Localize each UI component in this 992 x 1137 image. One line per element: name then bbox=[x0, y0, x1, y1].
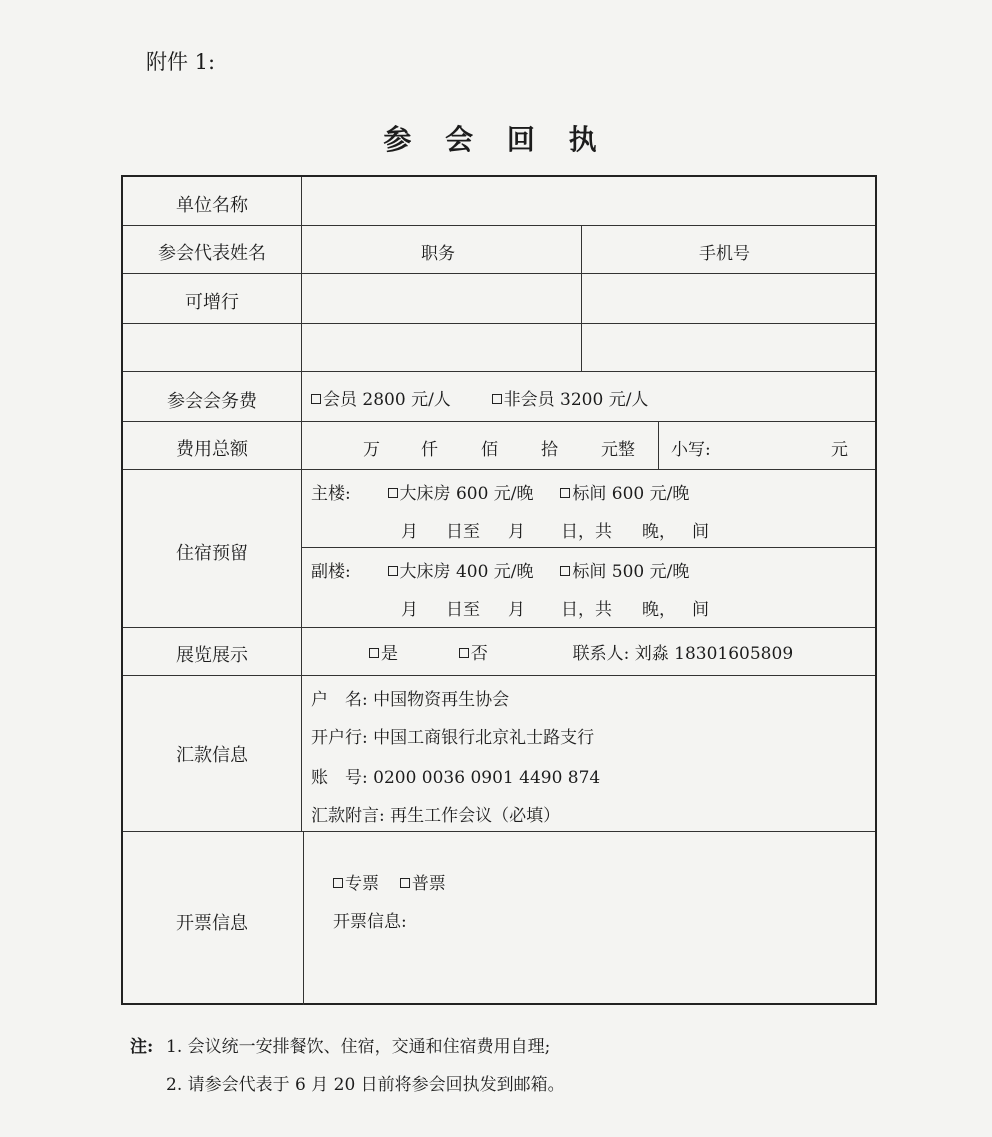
phone-header: 手机号 bbox=[699, 244, 750, 264]
invoice-normal-checkbox[interactable] bbox=[400, 878, 410, 888]
annex-king-option: 大床房 400 元/晚 bbox=[399, 562, 534, 582]
row-divider bbox=[301, 547, 875, 548]
total-small-unit: 元 bbox=[831, 440, 848, 460]
annex-building-label: 副楼: bbox=[311, 562, 351, 582]
date-day-to: 日至 bbox=[446, 600, 480, 620]
position-header: 职务 bbox=[421, 244, 455, 264]
annex-date-line bbox=[401, 595, 709, 620]
remit-account-number: 账 号: 0200 0036 0901 4490 874 bbox=[311, 768, 601, 788]
row-divider bbox=[123, 225, 875, 226]
add-row-label: 可增行 bbox=[185, 292, 239, 313]
fee-options bbox=[311, 385, 648, 410]
date-nights: 晚， bbox=[642, 522, 676, 542]
date-month: 月 bbox=[508, 522, 525, 542]
invoice-type-options bbox=[333, 869, 446, 894]
attendee-field[interactable] bbox=[303, 325, 579, 370]
fee-label: 参会会务费 bbox=[167, 391, 257, 412]
row-divider bbox=[123, 421, 875, 422]
attendee-field[interactable] bbox=[583, 275, 875, 321]
attachment-label: 附件 1: bbox=[146, 50, 216, 74]
invoice-normal-option: 普票 bbox=[411, 874, 446, 894]
org-name-field[interactable] bbox=[303, 177, 875, 224]
total-label: 费用总额 bbox=[176, 439, 248, 460]
nonmember-fee-option: 非会员 3200 元/人 bbox=[503, 390, 649, 410]
row-divider bbox=[123, 469, 875, 470]
main-king-option: 大床房 600 元/晚 bbox=[399, 484, 534, 504]
exhibit-options bbox=[369, 639, 793, 664]
date-month: 月 bbox=[401, 522, 418, 542]
annex-twin-checkbox[interactable] bbox=[560, 566, 570, 576]
invoice-special-checkbox[interactable] bbox=[333, 878, 343, 888]
invoice-special-option: 专票 bbox=[345, 874, 379, 894]
row-divider bbox=[123, 627, 875, 628]
remit-note: 汇款附言: 再生工作会议（必填） bbox=[311, 806, 561, 826]
total-unit-yuanzheng: 元整 bbox=[601, 440, 635, 460]
exhibit-yes-checkbox[interactable] bbox=[369, 648, 379, 658]
notes-prefix: 注: bbox=[130, 1037, 154, 1057]
page-title: 参 会 回 执 bbox=[383, 123, 609, 156]
date-day-total: 日，共 bbox=[561, 600, 612, 620]
main-building-label: 主楼: bbox=[311, 484, 351, 504]
lodging-label: 住宿预留 bbox=[176, 543, 248, 564]
row-divider bbox=[123, 675, 875, 676]
note-line-2: 2. 请参会代表于 6 月 20 日前将参会回执发到邮箱。 bbox=[166, 1075, 565, 1095]
remit-label: 汇款信息 bbox=[176, 745, 248, 766]
remit-bank: 开户行: 中国工商银行北京礼士路支行 bbox=[311, 728, 595, 748]
date-nights: 晚， bbox=[642, 600, 676, 620]
attendee-field[interactable] bbox=[583, 325, 875, 370]
total-small-label: 小写: bbox=[671, 440, 711, 460]
rep-name-label: 参会代表姓名 bbox=[158, 243, 266, 264]
annex-building-line bbox=[311, 557, 689, 582]
main-building-line bbox=[311, 479, 689, 504]
main-twin-option: 标间 600 元/晚 bbox=[572, 484, 690, 504]
annex-king-checkbox[interactable] bbox=[388, 566, 398, 576]
date-day-to: 日至 bbox=[446, 522, 480, 542]
date-rooms: 间 bbox=[692, 522, 709, 542]
member-fee-option: 会员 2800 元/人 bbox=[323, 390, 451, 410]
date-day-total: 日，共 bbox=[561, 522, 612, 542]
invoice-info-label: 开票信息: bbox=[333, 912, 407, 932]
exhibit-no-option: 否 bbox=[470, 644, 488, 664]
exhibit-contact: 联系人: 刘淼 18301605809 bbox=[572, 644, 794, 664]
total-unit-shi: 拾 bbox=[541, 440, 558, 460]
row-divider bbox=[123, 273, 875, 274]
main-twin-checkbox[interactable] bbox=[560, 488, 570, 498]
total-unit-qian: 仟 bbox=[421, 440, 438, 460]
exhibit-yes-option: 是 bbox=[381, 644, 398, 664]
date-month: 月 bbox=[401, 600, 418, 620]
column-divider bbox=[303, 831, 304, 1005]
main-date-line bbox=[401, 517, 709, 542]
column-divider bbox=[301, 177, 302, 831]
note-line-1: 1. 会议统一安排餐饮、住宿，交通和住宿费用自理; bbox=[166, 1037, 551, 1057]
column-divider bbox=[581, 225, 582, 371]
row-divider bbox=[123, 323, 875, 324]
row-divider bbox=[123, 831, 875, 832]
invoice-label: 开票信息 bbox=[176, 913, 248, 934]
remit-account-name: 户 名: 中国物资再生协会 bbox=[311, 690, 510, 710]
total-unit-bai: 佰 bbox=[481, 440, 498, 460]
total-unit-wan: 万 bbox=[363, 440, 380, 460]
row-divider bbox=[123, 371, 875, 372]
annex-twin-option: 标间 500 元/晚 bbox=[572, 562, 690, 582]
exhibit-label: 展览展示 bbox=[176, 645, 248, 666]
date-month: 月 bbox=[508, 600, 525, 620]
member-checkbox[interactable] bbox=[311, 394, 321, 404]
date-rooms: 间 bbox=[692, 600, 709, 620]
exhibit-no-checkbox[interactable] bbox=[459, 648, 469, 658]
main-king-checkbox[interactable] bbox=[388, 488, 398, 498]
nonmember-checkbox[interactable] bbox=[492, 394, 502, 404]
attendee-field[interactable] bbox=[303, 275, 579, 321]
registration-form bbox=[121, 175, 877, 1005]
org-name-label: 单位名称 bbox=[176, 195, 248, 216]
column-divider bbox=[658, 421, 659, 469]
